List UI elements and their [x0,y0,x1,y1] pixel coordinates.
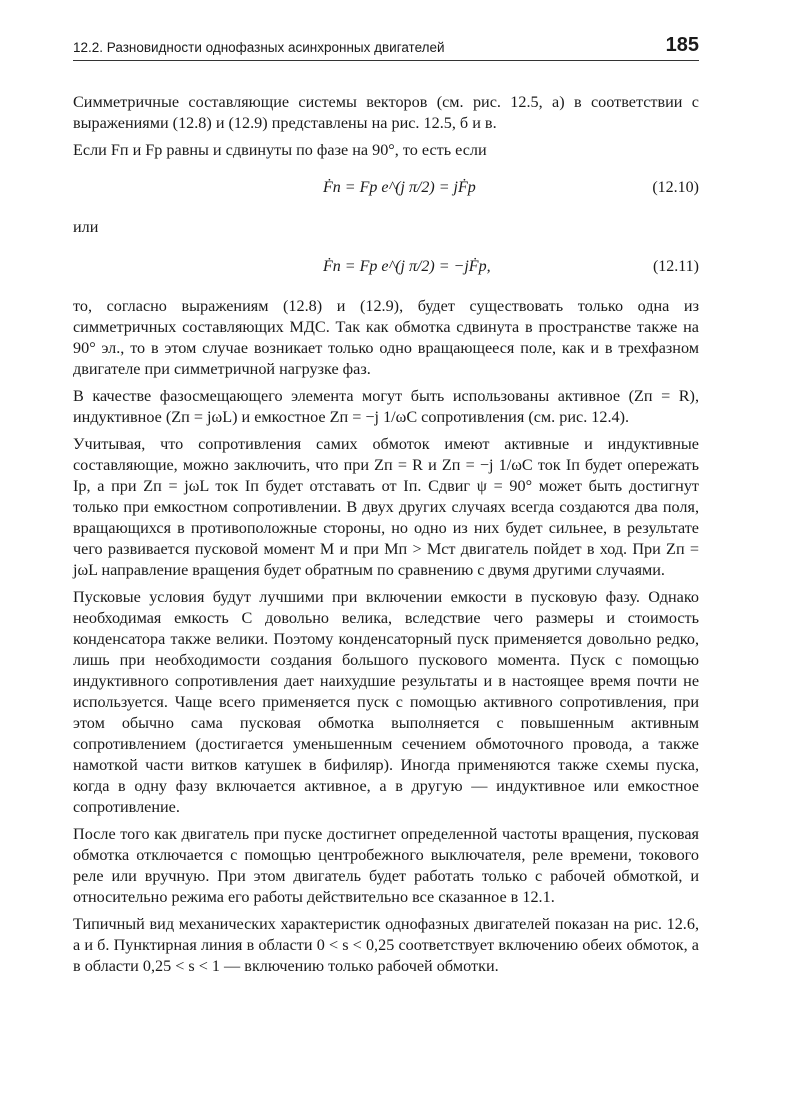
paragraph-or: или [73,218,99,236]
paragraph-5: В качестве фазосмещающего элемента могут быть использованы активное (Zп = R), индуктивное (Zп = jωL) и емкостное Zп = −j 1/ωC сопротивления (см. рис. 12.4). [73,387,699,426]
page-number: 185 [665,34,699,56]
paragraph-2: Если Fп и Fр равны и сдвинуты по фазе на 90°, то есть если [73,141,487,159]
page-header [73,36,699,61]
equation-12-10-number: (12.10) [652,179,699,196]
paragraph-7: Пусковые условия будут лучшими при включении емкости в пусковую фазу. Однако необходимая емкость C довольно велика, вследствие чего размеры и стоимость конденсатора также велики. Поэтому конденсаторный пуск применяется довольно редко, лишь при необходимости создания большого пускового момента. Пуск с помощью индуктивного сопротивления дает наихудшие результаты и в настоящее время почти не используется. Чаще всего применяется пуск с помощью активного сопротивления, при этом обычно сама пусковая обмотка выполняется с повышенным активным сопротивлением (достигается уменьшенным сечением обмоточного провода, а также намоткой части витков катушек в бифиляр). Иногда применяются также схемы пуска, когда в одну фазу включается активное, а в другую — индуктивное или емкостное сопротивление. [73,588,699,816]
paragraph-9: Типичный вид механических характеристик однофазных двигателей показан на рис. 12.6, а и б. Пунктирная линия в области 0 < s < 0,25 соответствует включению обеих обмоток, а в области 0,25 < s < 1 — включению только рабочей обмотки. [73,915,699,975]
running-head: 12.2. Разновидности однофазных асинхронных двигателей [73,40,445,55]
paragraph-6: Учитывая, что сопротивления самих обмоток имеют активные и индуктивные составляющие, можно заключить, что при Zп = R и Zп = −j 1/ωC ток Iп будет опережать Iр, а при Zп = jωL ток Iп будет отставать от Iп. Сдвиг ψ = 90° может быть достигнут только при емкостном сопротивлении. В двух других случаях всегда создаются два поля, вращающихся в противоположные стороны, но одно из них будет сильнее, в результате чего развивается пусковой момент M и при Mп > Mст двигатель пойдет в ход. При Zп = jωL направление вращения будет обратным по сравнению с двумя другими случаями. [73,435,699,579]
equation-12-11 [73,246,699,286]
equation-12-11-number: (12.11) [652,258,699,275]
paragraph-4: то, согласно выражениям (12.8) и (12.9), будет существовать только одна из симметричных составляющих МДС. Так как обмотка сдвинута в пространстве также на 90° эл., то в этом случае возникает только одно вращающееся поле, как и в трехфазном двигателе при симметричной нагрузке фаз. [73,297,699,378]
equation-12-10-expr: Ḟп = Fр e^(j π/2) = jḞр [323,179,476,196]
paragraph-8: После того как двигатель при пуске достигнет определенной частоты вращения, пусковая обмотка отключается с помощью центробежного выключателя, реле времени, токового реле или вручную. При этом двигатель будет работать только с рабочей обмоткой, и относительно режима его работы действительно все сказанное в 12.1. [73,825,699,906]
equation-12-11-expr: Ḟп = Fр e^(j π/2) = −jḞр, [323,258,491,275]
paragraph-1: Симметричные составляющие системы векторов (см. рис. 12.5, а) в соответствии с выражениями (12.8) и (12.9) представлены на рис. 12.5, б и в. [73,93,699,132]
page-body [73,92,699,983]
equation-12-10 [73,167,699,207]
